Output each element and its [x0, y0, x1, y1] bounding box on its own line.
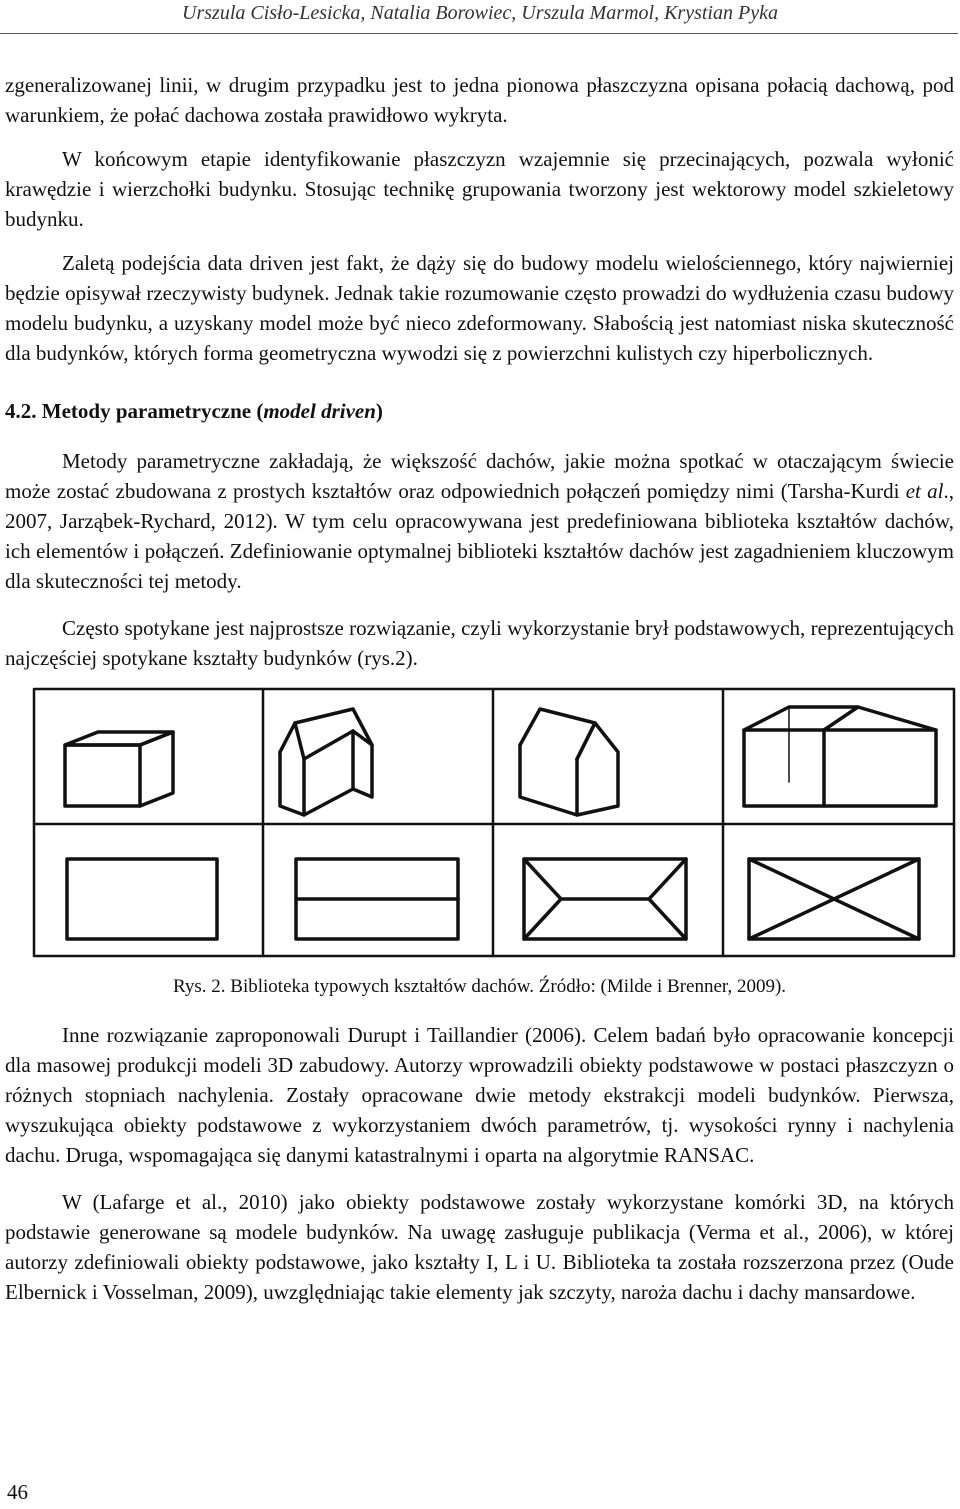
- text-run: ., 2007, Jarząbek-Rychard, 2012). W tym celu opracowywana jest predefiniowana biblioteka kształtów dachów, ich elementów i połączeń. Zdefiniowanie optymalnej biblioteki kształtów dachów jest zagadnieniem kluczowym dla skuteczności tej metody.: [5, 479, 955, 593]
- paragraph: W końcowym etapie identyfikowanie płaszczyzn wzajemnie się przecinających, pozwala wyłonić krawędzie i wierzchołki budynku. Stosując technikę grupowania tworzony jest wektorowy model szkieletowy budynku.: [5, 147, 954, 231]
- plan-flat-roof-icon: [67, 859, 217, 939]
- paragraph: Często spotykane jest najprostsze rozwiązanie, czyli wykorzystanie brył podstawowych, reprezentujących najczęściej spotykane kształty budynków (rys.2).: [5, 616, 954, 670]
- flat-roof-box-icon: [65, 732, 173, 806]
- figure-caption: Rys. 2. Biblioteka typowych kształtów dachów. Źródło: (Milde i Brenner, 2009).: [172, 976, 787, 997]
- section-title-close: ): [375, 399, 383, 423]
- running-head: Urszula Cisło-Lesicka, Natalia Borowiec, Urszula Marmol, Krystian Pyka: [182, 2, 778, 24]
- text-run: Metody parametryczne zakładają, że większość dachów, jakie można spotkać w otaczającym świecie może zostać zbudowana z prostych kształtów oraz odpowiednich połączeń pomiędzy nimi (Tarsha-Kurdi: [5, 449, 954, 503]
- text-run-italic: et al: [905, 479, 944, 503]
- plan-hip-roof-icon: [524, 859, 686, 939]
- paragraph: W (Lafarge et al., 2010) jako obiekty podstawowe zostały wykorzystane komórki 3D, na których podstawie generowane są modele budynków. Na uwagę zasługuje publikacja (Verma et al., 2006), w której autorzy zdefiniowali obiekty podstawowe, jako kształty I, L i U. Biblioteka ta została rozszerzona przez (Oude Elbernick i Vosselman, 2009), uwzględniając takie elementy jak szczyty, naroża dachu i dachy mansardowe.: [5, 1190, 954, 1304]
- paragraph: zgeneralizowanej linii, w drugim przypadku jest to jedna pionowa płaszczyzna opisana połacią dachową, pod warunkiem, że połać dachowa została prawidłowo wykryta.: [5, 73, 954, 127]
- section-number: 4.2.: [5, 399, 37, 423]
- paragraph: [5, 446, 954, 596]
- hip-roof-box-icon: [744, 707, 936, 806]
- header-rule: [0, 33, 958, 34]
- paragraph: Zaletą podejścia data driven jest fakt, że dąży się do budowy modelu wielościennego, który najwierniej będzie opisywał rzeczywisty budynek. Jednak takie rozumowanie często prowadzi do wydłużenia czasu budowy modelu budynku, a uzyskany model może być nieco zdeformowany. Słabością jest natomiast niska skuteczność dla budynków, których forma geometryczna wywodzi się z powierzchni kulistych czy hiperbolicznych.: [5, 251, 954, 365]
- gable-house-mirrored-icon: [520, 709, 618, 815]
- plan-pyramid-roof-icon: [749, 859, 919, 939]
- paragraph: Inne rozwiązanie zaproponowali Durupt i Taillandier (2006). Celem badań było opracowanie koncepcji dla masowej produkcji modeli 3D zabudowy. Autorzy wprowadzili obiekty podstawowe w postaci płaszczyzn o różnych stopniach nachylenia. Zostały opracowane dwie metody ekstrakcji modeli budynków. Pierwsza, wyszukująca obiekty podstawowe z wykorzystaniem dwóch parametrów, tj. wysokości rynny i nachylenia dachu. Druga, wspomagająca się danymi katastralnymi i oparta na algorytmie RANSAC.: [5, 1023, 954, 1167]
- page-number: 46: [7, 1480, 28, 1504]
- plan-gable-roof-icon: [296, 859, 458, 939]
- section-heading: [5, 396, 954, 426]
- figure-roof-library: [32, 687, 956, 958]
- gable-house-icon: [280, 709, 372, 815]
- roof-shapes-diagram: [32, 687, 956, 958]
- section-title: Metody parametryczne (: [41, 399, 264, 423]
- section-title-italic: model driven: [263, 399, 376, 423]
- page-content: [5, 70, 954, 1307]
